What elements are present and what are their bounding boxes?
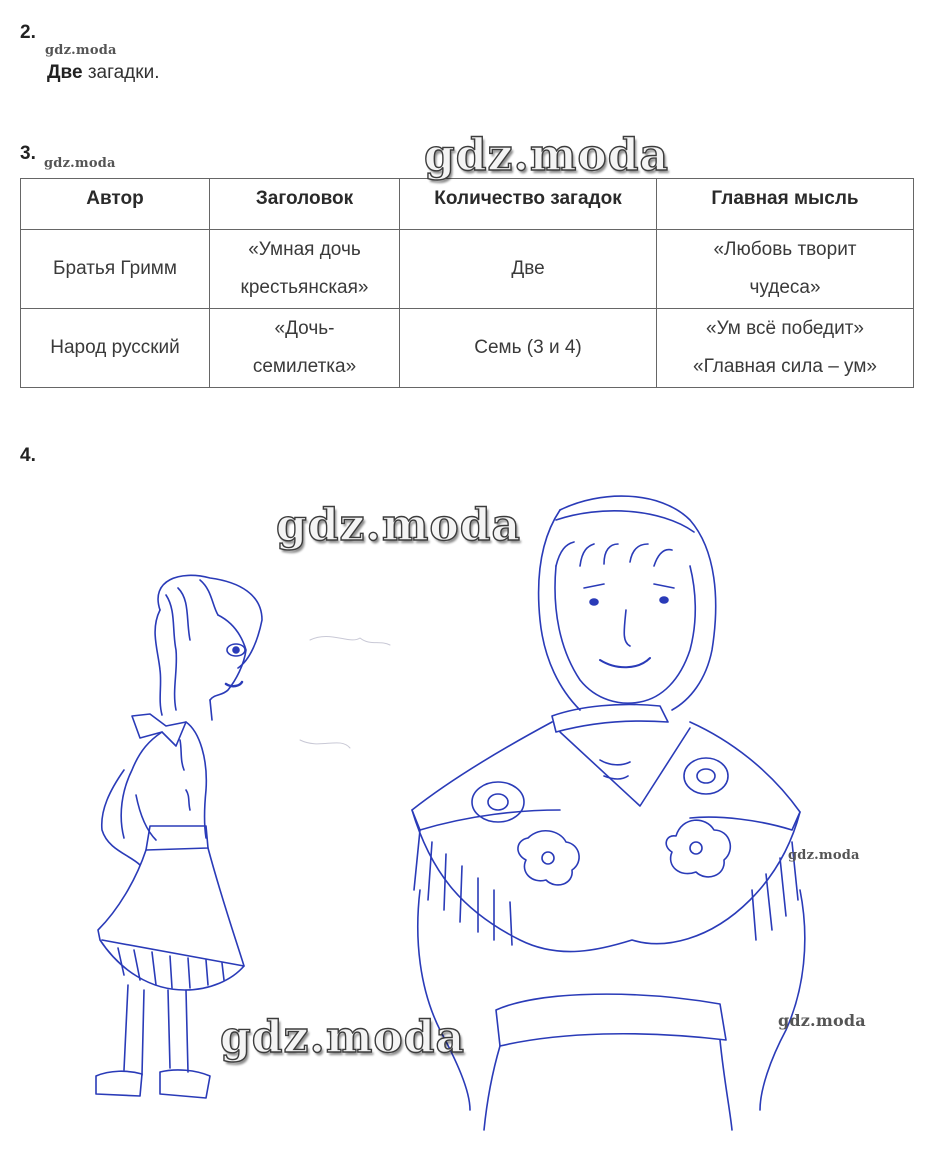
cell-line: «Главная сила – ум» [693, 356, 877, 377]
question-number-4: 4. [20, 445, 36, 466]
watermark-large: gdz.moda [220, 1012, 466, 1063]
table-header-row [21, 179, 914, 230]
cell-line: «Дочь- [274, 318, 335, 339]
cell-line: семилетка» [252, 356, 357, 377]
header-author: Автор [21, 179, 210, 230]
watermark-small: gdz.moda [788, 848, 860, 863]
cell-author: Братья Гримм [21, 230, 210, 309]
header-title: Заголовок [210, 179, 400, 230]
cell-main-idea [657, 309, 914, 388]
faint-sketch-marks [300, 636, 390, 748]
header-count: Количество загадок [400, 179, 657, 230]
cell-line: крестьянская» [240, 277, 369, 298]
watermark-small: gdz.moda [778, 1011, 866, 1030]
answer-2-bold: Две [47, 62, 83, 83]
literature-table [20, 178, 914, 388]
answer-2 [47, 62, 159, 84]
cell-main-idea [657, 230, 914, 309]
watermark-large: gdz.moda [424, 130, 670, 181]
cell-count: Семь (3 и 4) [400, 309, 657, 388]
cell-line: «Умная дочь [248, 239, 361, 260]
pen-drawing-illustration [0, 470, 925, 1170]
watermark-small: gdz.moda [45, 43, 117, 58]
table-row [21, 230, 914, 309]
table-row [21, 309, 914, 388]
woman-figure [412, 496, 805, 1130]
answer-2-text: загадки. [82, 62, 160, 83]
cell-title [210, 309, 400, 388]
watermark-large: gdz.moda [276, 500, 522, 551]
header-main-idea: Главная мысль [657, 179, 914, 230]
cell-line: «Любовь творит [713, 239, 857, 260]
question-number-2: 2. [20, 22, 36, 43]
cell-line: «Ум всё победит» [706, 318, 864, 339]
cell-author: Народ русский [21, 309, 210, 388]
watermark-small: gdz.moda [44, 156, 116, 171]
cell-line: чудеса» [749, 277, 821, 298]
cell-count: Две [400, 230, 657, 309]
question-number-3: 3. [20, 143, 36, 164]
cell-title [210, 230, 400, 309]
